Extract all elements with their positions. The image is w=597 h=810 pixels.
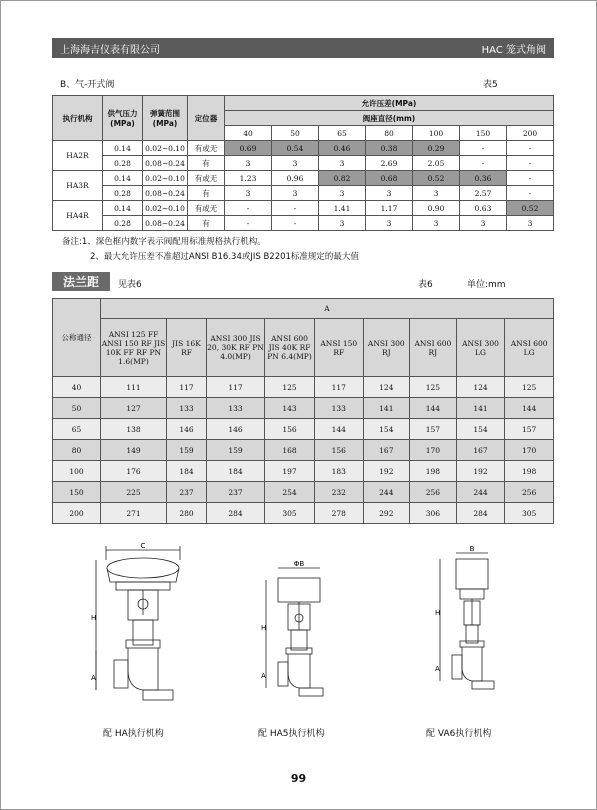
pressure-value: - [507, 186, 554, 201]
flange-distance: 125 [265, 377, 315, 398]
header-seat-diameter: 阀座直径(mm) [225, 111, 554, 126]
spring-range: 0.02~0.10 [143, 171, 188, 186]
positioner: 有 [188, 216, 225, 231]
caption-ha5: 配 HA5执行机构 [258, 729, 325, 739]
pressure-value: - [272, 216, 319, 231]
spring-range: 0.02~0.10 [143, 141, 188, 156]
flange-distance: 244 [363, 482, 410, 503]
flange-distance: 159 [167, 440, 207, 461]
dim-b-label: ΦB [293, 560, 305, 568]
header-standard: ANSI 300 RJ [363, 319, 410, 377]
flange-distance: 144 [410, 398, 457, 419]
valve-drawing-va6 [432, 545, 512, 715]
pressure-value: - [272, 201, 319, 216]
flange-distance: 144 [315, 419, 364, 440]
pressure-value: 0.52 [507, 201, 554, 216]
flange-distance: 167 [456, 440, 505, 461]
table-row [53, 141, 554, 156]
header-spring: 弹簧范围(MPa) [143, 96, 188, 141]
flange-distance: 168 [265, 440, 315, 461]
header-standard: ANSI 150 RF [315, 319, 364, 377]
pressure-value: 0.68 [366, 171, 413, 186]
dim-c-label: C [140, 542, 146, 550]
flange-distance: 284 [207, 503, 265, 524]
flange-distance: 284 [456, 503, 505, 524]
header-actuator: 执行机构 [53, 96, 103, 141]
dim-a-label: A [261, 672, 266, 680]
flange-section-title: 法兰距 [52, 272, 110, 291]
notes [62, 235, 359, 265]
flange-distance: 156 [265, 419, 315, 440]
flange-distance: 117 [167, 377, 207, 398]
flange-distance: 156 [315, 440, 364, 461]
table-row [53, 186, 554, 201]
flange-distance: 144 [505, 398, 554, 419]
flange-distance: 157 [505, 419, 554, 440]
header-diameter: 80 [366, 126, 413, 141]
actuator-name: HA2R [53, 141, 103, 171]
pressure-value: 3 [272, 156, 319, 171]
pressure-value: 1.17 [366, 201, 413, 216]
pressure-value: - [225, 216, 272, 231]
pressure-value: 2.05 [413, 156, 460, 171]
flange-distance: 192 [363, 461, 410, 482]
header-diameter: 40 [225, 126, 272, 141]
nominal-diameter: 50 [53, 398, 101, 419]
spring-range: 0.08~0.24 [143, 216, 188, 231]
flange-distance: 141 [456, 398, 505, 419]
pressure-value: 0.90 [413, 201, 460, 216]
header-standard: ANSI 600 JIS 40K RF PN 6.4(MP) [265, 319, 315, 377]
flange-distance: 117 [315, 377, 364, 398]
supply-pressure: 0.14 [103, 141, 143, 156]
table-header-row [53, 299, 554, 319]
table-header-row [53, 319, 554, 377]
flange-distance: 305 [265, 503, 315, 524]
actuator-name: HA3R [53, 171, 103, 201]
caption-ha: 配 HA执行机构 [103, 729, 164, 739]
dim-h-label: H [91, 614, 97, 622]
flange-distance: 127 [101, 398, 167, 419]
positioner: 有或无 [188, 171, 225, 186]
flange-distance: 154 [456, 419, 505, 440]
flange-distance: 292 [363, 503, 410, 524]
table-row [53, 419, 554, 440]
flange-distance: 143 [265, 398, 315, 419]
flange-distance: 244 [456, 482, 505, 503]
flange-distance: 125 [410, 377, 457, 398]
dim-a-label: A [435, 665, 440, 673]
pressure-value: 1.23 [225, 171, 272, 186]
table-row [53, 377, 554, 398]
flange-distance: 125 [505, 377, 554, 398]
pressure-value: 3 [319, 216, 366, 231]
pressure-value: - [507, 156, 554, 171]
table5-label: 表5 [483, 80, 498, 90]
flange-distance: 146 [167, 419, 207, 440]
spring-range: 0.08~0.24 [143, 156, 188, 171]
pressure-value: 3 [366, 216, 413, 231]
supply-pressure: 0.28 [103, 216, 143, 231]
flange-distance: 149 [101, 440, 167, 461]
flange-distance: 278 [315, 503, 364, 524]
flange-distance: 133 [207, 398, 265, 419]
supply-pressure: 0.14 [103, 171, 143, 186]
flange-distance: 117 [207, 377, 265, 398]
pressure-value: 0.54 [272, 141, 319, 156]
pressure-value: 3 [366, 186, 413, 201]
header-diameter: 150 [460, 126, 507, 141]
header-allowable: 允许压差(MPa) [225, 96, 554, 111]
pressure-value: - [507, 171, 554, 186]
nominal-diameter: 200 [53, 503, 101, 524]
flange-distance: 192 [456, 461, 505, 482]
positioner: 有或无 [188, 141, 225, 156]
flange-distance: 133 [315, 398, 364, 419]
pressure-value: 0.52 [413, 171, 460, 186]
flange-distance: 237 [167, 482, 207, 503]
spring-range: 0.08~0.24 [143, 186, 188, 201]
note-1: 备注:1、深色框内数字表示阀配用标准规格执行机构。 [62, 237, 266, 247]
pressure-value: 3 [225, 156, 272, 171]
flange-distance: 133 [167, 398, 207, 419]
flange-distance: 124 [363, 377, 410, 398]
pressure-value: 0.82 [319, 171, 366, 186]
table-row [53, 482, 554, 503]
note-2: 2、最大允许压差不准超过ANSI B16.34或JIS B2201标准规定的最大值 [90, 252, 359, 262]
pressure-value: 1.41 [319, 201, 366, 216]
flange-distance: 184 [167, 461, 207, 482]
table-row [53, 503, 554, 524]
header-diameter: 65 [319, 126, 366, 141]
dim-a-label: A [91, 674, 96, 682]
see-table6: 见表6 [118, 280, 142, 290]
pressure-value: - [507, 141, 554, 156]
supply-pressure: 0.28 [103, 186, 143, 201]
flange-distance: 111 [101, 377, 167, 398]
flange-distance: 170 [505, 440, 554, 461]
flange-distance: 256 [505, 482, 554, 503]
flange-distance-table [52, 298, 554, 524]
product-name: HAC 笼式角阀 [481, 44, 546, 56]
flange-distance: 183 [315, 461, 364, 482]
header-supply: 供气压力(MPa) [103, 96, 143, 141]
flange-distance: 198 [505, 461, 554, 482]
pressure-value: 3 [319, 156, 366, 171]
page-number: 99 [290, 772, 307, 785]
header-standard: ANSI 600 RJ [410, 319, 457, 377]
header-a: A [101, 299, 554, 319]
flange-distance: 198 [410, 461, 457, 482]
header-nominal-diameter: 公称通径 [53, 299, 101, 377]
nominal-diameter: 40 [53, 377, 101, 398]
flange-distance: 184 [207, 461, 265, 482]
spring-range: 0.02~0.10 [143, 201, 188, 216]
pressure-value: 2.57 [460, 186, 507, 201]
table-row [53, 461, 554, 482]
header-diameter: 100 [413, 126, 460, 141]
valve-drawing-ha5 [258, 560, 338, 720]
pressure-value: 0.38 [366, 141, 413, 156]
header-standard: ANSI 600 LG [505, 319, 554, 377]
header-standard: ANSI 300 JIS 20, 30K RF PN 4.0(MP) [207, 319, 265, 377]
flange-distance: 146 [207, 419, 265, 440]
flange-distance: 167 [363, 440, 410, 461]
flange-distance: 237 [207, 482, 265, 503]
dim-h-label: H [435, 609, 441, 617]
pressure-value: 0.96 [272, 171, 319, 186]
dim-h-label: H [261, 624, 267, 632]
nominal-diameter: 150 [53, 482, 101, 503]
header-diameter: 50 [272, 126, 319, 141]
flange-distance: 138 [101, 419, 167, 440]
pressure-value: 0.46 [319, 141, 366, 156]
flange-distance: 170 [410, 440, 457, 461]
table-row [53, 398, 554, 419]
flange-distance: 232 [315, 482, 364, 503]
flange-distance: 280 [167, 503, 207, 524]
table-header-row [53, 96, 554, 111]
nominal-diameter: 100 [53, 461, 101, 482]
flange-distance: 154 [363, 419, 410, 440]
flange-distance: 159 [207, 440, 265, 461]
pressure-value: 3 [225, 186, 272, 201]
header-standard: ANSI 300 LG [456, 319, 505, 377]
pressure-value: 3 [507, 216, 554, 231]
header-diameter: 200 [507, 126, 554, 141]
company-name: 上海海吉仪表有限公司 [60, 44, 160, 56]
flange-distance: 305 [505, 503, 554, 524]
pressure-value: 0.69 [225, 141, 272, 156]
flange-distance: 176 [101, 461, 167, 482]
table-row [53, 201, 554, 216]
valve-drawing-ha [88, 540, 208, 720]
flange-distance: 254 [265, 482, 315, 503]
flange-distance: 271 [101, 503, 167, 524]
positioner: 有 [188, 186, 225, 201]
supply-pressure: 0.14 [103, 201, 143, 216]
flange-distance: 306 [410, 503, 457, 524]
pressure-value: - [460, 156, 507, 171]
supply-pressure: 0.28 [103, 156, 143, 171]
table-row [53, 216, 554, 231]
pressure-value: 3 [272, 186, 319, 201]
table6-label: 表6 [418, 280, 433, 290]
actuator-name: HA4R [53, 201, 103, 231]
pressure-value: 0.63 [460, 201, 507, 216]
header-positioner: 定位器 [188, 96, 225, 141]
flange-distance: 141 [363, 398, 410, 419]
flange-distance: 197 [265, 461, 315, 482]
nominal-diameter: 65 [53, 419, 101, 440]
positioner: 有 [188, 156, 225, 171]
pressure-value: 3 [460, 216, 507, 231]
table-row [53, 156, 554, 171]
pressure-value: 0.36 [460, 171, 507, 186]
pressure-value: 2.69 [366, 156, 413, 171]
page-header [52, 38, 554, 58]
nominal-diameter: 80 [53, 440, 101, 461]
dim-b-label: B [469, 545, 475, 553]
flange-distance: 157 [410, 419, 457, 440]
pressure-value: 3 [319, 186, 366, 201]
pressure-value: 3 [413, 186, 460, 201]
unit-label: 单位:mm [467, 280, 506, 290]
pressure-value: - [460, 141, 507, 156]
pressure-value: 0.29 [413, 141, 460, 156]
flange-distance: 256 [410, 482, 457, 503]
table-row [53, 440, 554, 461]
flange-distance: 124 [456, 377, 505, 398]
header-standard: ANSI 125 FF ANSI 150 RF JIS 10K FF RF PN 1.6(MP) [101, 319, 167, 377]
caption-va6: 配 VA6执行机构 [426, 729, 492, 739]
table-row [53, 171, 554, 186]
pressure-value: - [225, 201, 272, 216]
flange-distance: 225 [101, 482, 167, 503]
allowable-pressure-table [52, 95, 554, 231]
section-b-title: B、气-开式阀 [60, 80, 115, 90]
header-standard: JIS 16K RF [167, 319, 207, 377]
positioner: 有或无 [188, 201, 225, 216]
pressure-value: 3 [413, 216, 460, 231]
